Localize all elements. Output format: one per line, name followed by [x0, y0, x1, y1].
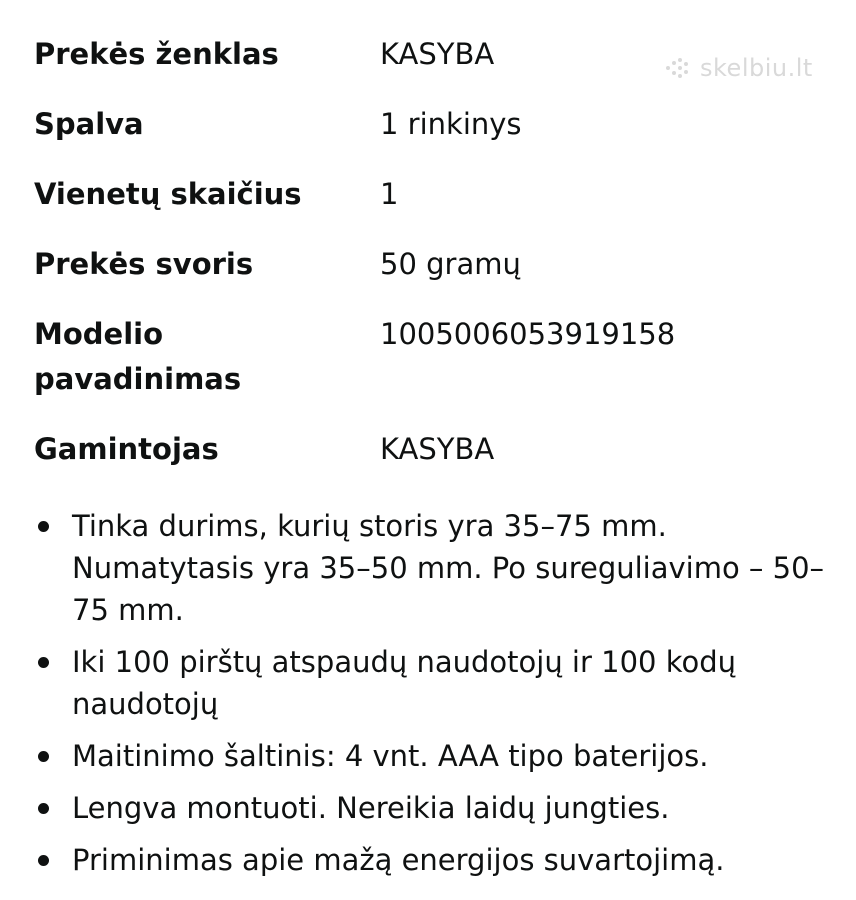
list-item: [34, 505, 834, 631]
spec-row-unit-count: [34, 172, 824, 217]
bullet-text: Tinka durims, kurių storis yra 35–75 mm. Numatytasis yra 35–50 mm. Po sureguliavimo – 50–75 mm.: [72, 509, 825, 627]
bullet-text: Lengva montuoti. Nereikia laidų jungties.: [72, 791, 670, 825]
spec-value: 1: [380, 177, 399, 211]
spec-label: Modelio pavadinimas: [34, 317, 242, 396]
feature-bullet-list: [34, 505, 834, 891]
list-item: [34, 735, 834, 777]
bullet-text: Iki 100 pirštų atspaudų naudotojų ir 100 kodų naudotojų: [72, 645, 736, 721]
spec-row-manufacturer: [34, 427, 824, 472]
bullet-icon: [34, 641, 72, 668]
spec-label: Spalva: [34, 107, 144, 141]
spec-row-weight: [34, 242, 824, 287]
watermark-text: skelbiu.lt: [700, 54, 813, 82]
bullet-text: Priminimas apie mažą energijos suvartojimą.: [72, 843, 725, 877]
spec-label: Prekės ženklas: [34, 37, 279, 71]
spec-table: [34, 32, 824, 497]
list-item: [34, 839, 834, 881]
bullet-icon: [34, 505, 72, 532]
spec-label: Vienetų skaičius: [34, 177, 302, 211]
spec-value: KASYBA: [380, 37, 495, 71]
list-item: [34, 787, 834, 829]
bullet-icon: [34, 735, 72, 762]
spec-value: 1 rinkinys: [380, 107, 522, 141]
spec-label: Gamintojas: [34, 432, 219, 466]
spec-label: Prekės svoris: [34, 247, 254, 281]
spec-value: 50 gramų: [380, 247, 521, 281]
spec-row-brand: [34, 32, 824, 77]
bullet-text: Maitinimo šaltinis: 4 vnt. AAA tipo baterijos.: [72, 739, 709, 773]
spec-value: 1005006053919158: [380, 317, 676, 351]
bullet-icon: [34, 787, 72, 814]
bullet-icon: [34, 839, 72, 866]
spec-row-color: [34, 102, 824, 147]
spec-value: KASYBA: [380, 432, 495, 466]
spec-row-model-name: [34, 312, 824, 402]
list-item: [34, 641, 834, 725]
